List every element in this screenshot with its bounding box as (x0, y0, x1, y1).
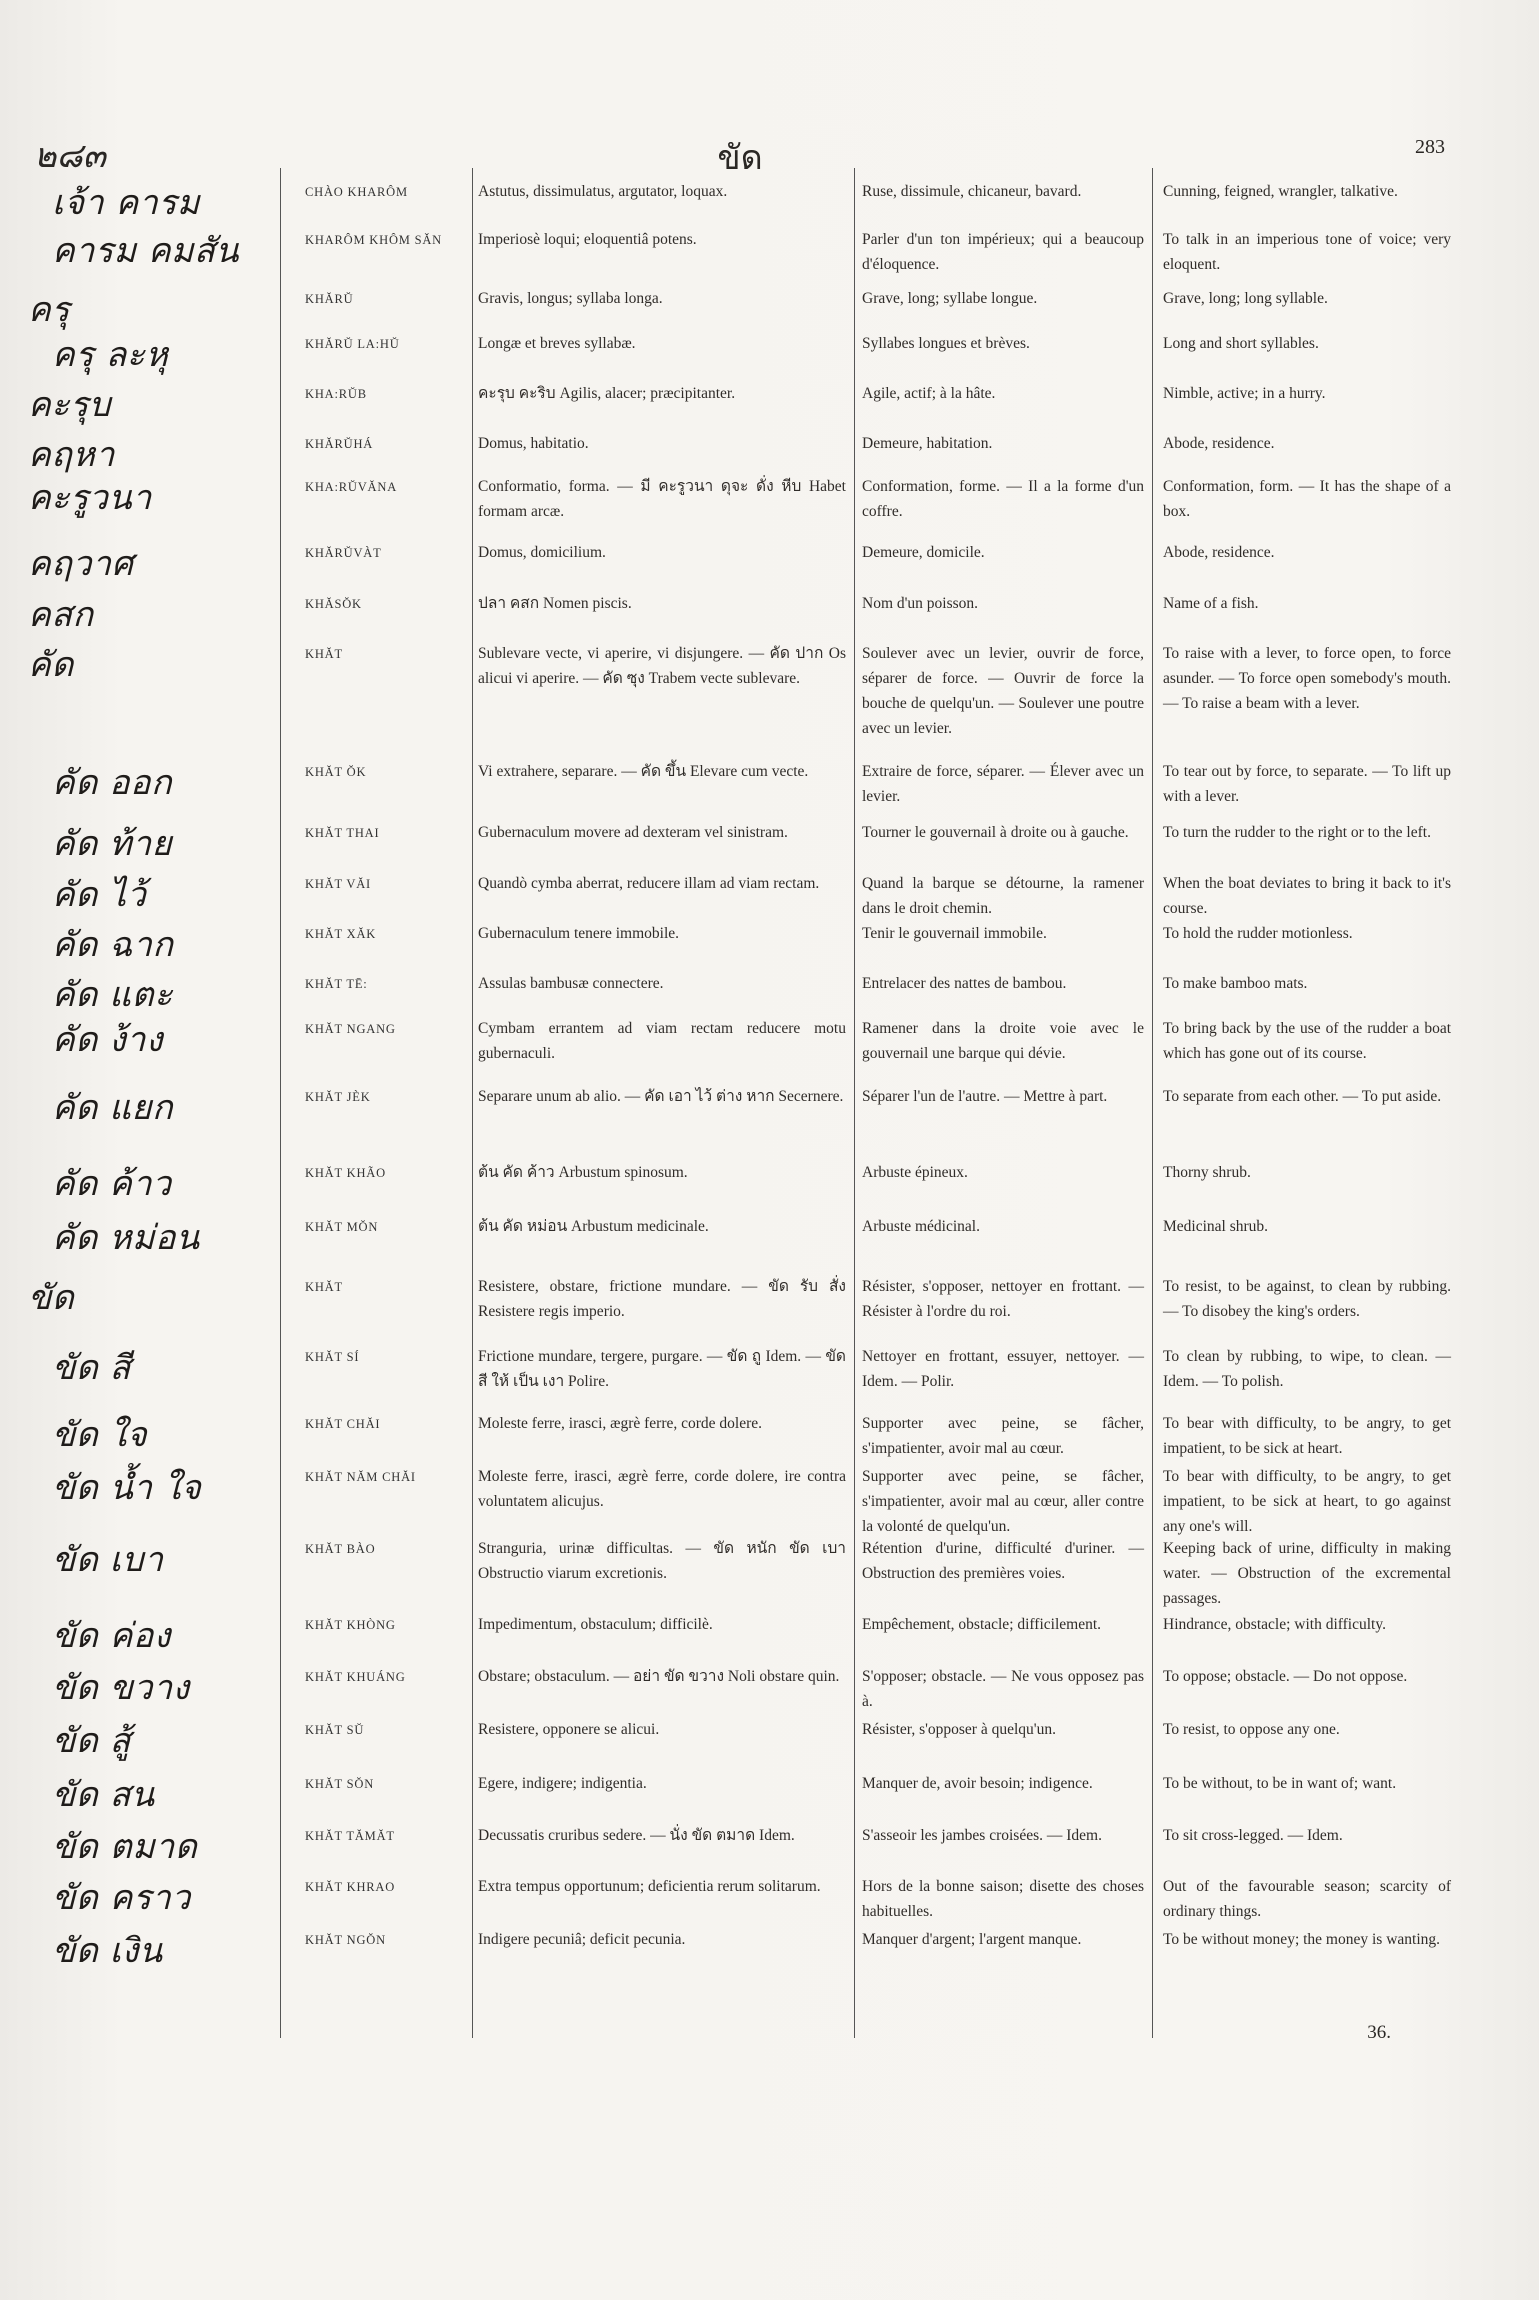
english-definition: To tear out by force, to separate. — To lift up with a lever. (1163, 763, 1451, 805)
latin-definition: ต้น คัด ค้าว Arbustum spinosum. (478, 1164, 688, 1181)
romanization: KHA:RŬB (305, 387, 367, 401)
romanization: KHARÔM KHÔM SǍN (305, 233, 443, 247)
latin-definition: คะรุบ คะริบ Agilis, alacer; præcipitanter. (478, 385, 736, 402)
english-definition: To be without, to be in want of; want. (1163, 1775, 1397, 1792)
latin-definition: Assulas bambusæ connectere. (478, 975, 664, 992)
thai-headword: คัด ง้าง (52, 1020, 163, 1060)
romanization: KHĂT TĒ: (305, 977, 368, 991)
romanization: KHĂT NĂM CHĂI (305, 1470, 416, 1484)
french-definition: Quand la barque se détourne, la ramener dans le droit chemin. (862, 875, 1144, 917)
french-definition: S'asseoir les jambes croisées. — Idem. (862, 1827, 1102, 1844)
english-definition: Nimble, active; in a hurry. (1163, 385, 1326, 402)
latin-definition: Moleste ferre, irasci, ægrè ferre, corde dolere, ire contra voluntatem alicujus. (478, 1468, 846, 1510)
thai-headword: ขัด คราว (52, 1878, 191, 1918)
french-definition: Résister, s'opposer à quelqu'un. (862, 1721, 1056, 1738)
romanization: CHÀO KHARÔM (305, 185, 408, 199)
english-definition: To bring back by the use of the rudder a boat which has gone out of its course. (1163, 1020, 1451, 1062)
thai-headword: ขัด น้ำ ใจ (52, 1468, 202, 1508)
column-rule (472, 168, 473, 2038)
thai-headword: คัด ออก (52, 763, 173, 803)
thai-headword: คฤหา (28, 435, 115, 475)
english-definition: Abode, residence. (1163, 544, 1275, 561)
latin-definition: Quandò cymba aberrat, reducere illam ad viam rectam. (478, 875, 820, 892)
thai-headword: คัด แตะ (52, 975, 173, 1015)
thai-headword: ขัด สู้ (52, 1721, 131, 1761)
thai-headword: คฤวาศ (28, 544, 134, 584)
column-rule (854, 168, 855, 2038)
latin-definition: Separare unum ab alio. — คัด เอา ไว้ ต่าง หาก Secernere. (478, 1088, 844, 1105)
english-definition: Thorny shrub. (1163, 1164, 1251, 1181)
romanization: KHĂT BÀO (305, 1542, 376, 1556)
french-definition: Entrelacer des nattes de bambou. (862, 975, 1067, 992)
thai-headword: คะรุบ (28, 385, 111, 425)
french-definition: Ramener dans la droite voie avec le gouvernail une barque qui dévie. (862, 1020, 1144, 1062)
french-definition: Arbuste médicinal. (862, 1218, 980, 1235)
thai-headword: คัด (28, 645, 74, 685)
romanization: KHĂSŎK (305, 597, 362, 611)
thai-headword: เจ้า คารม (52, 183, 200, 223)
latin-definition: ต้น คัด หม่อน Arbustum medicinale. (478, 1218, 709, 1235)
latin-definition: Impedimentum, obstaculum; difficilè. (478, 1616, 713, 1633)
column-rule (1152, 168, 1153, 2038)
english-definition: Keeping back of urine, difficulty in making water. — Obstruction of the excremental passages. (1163, 1540, 1451, 1607)
latin-definition: Astutus, dissimulatus, argutator, loquax. (478, 183, 728, 200)
latin-definition: Vi extrahere, separare. — คัด ขึ้น Elevare cum vecte. (478, 763, 809, 780)
romanization: KHĂT SŎN (305, 1777, 375, 1791)
latin-definition: Frictione mundare, tergere, purgare. — ขัด ถู Idem. — ขัด สี ให้ เป็น เงา Polire. (478, 1348, 846, 1390)
french-definition: Empêchement, obstacle; difficilement. (862, 1616, 1102, 1633)
romanization: KHĂT TĂMĂT (305, 1829, 395, 1843)
thai-headword: ขัด สี (52, 1348, 131, 1388)
latin-definition: Resistere, opponere se alicui. (478, 1721, 660, 1738)
romanization: KHĂT KHÃO (305, 1166, 386, 1180)
latin-definition: ปลา คสก Nomen piscis. (478, 595, 632, 612)
english-definition: To talk in an imperious tone of voice; very eloquent. (1163, 231, 1451, 273)
thai-headword: ขัด ตมาด (52, 1827, 198, 1867)
romanization: KHĂT ŎK (305, 765, 367, 779)
french-definition: Tenir le gouvernail immobile. (862, 925, 1047, 942)
latin-definition: Sublevare vecte, vi aperire, vi disjungere. — คัด ปาก Os alicui vi aperire. — คัด ซุง Trabem vecte sublevare. (478, 645, 846, 687)
thai-headword: ครุ ละหุ (52, 335, 169, 375)
french-definition: Supporter avec peine, se fâcher, s'impatienter, avoir mal au cœur. (862, 1415, 1144, 1457)
romanization: KHA:RŬVĂNA (305, 480, 398, 494)
english-definition: Name of a fish. (1163, 595, 1259, 612)
latin-definition: Conformatio, forma. — มี คะรูวนา ดุจะ ดั่ง หีบ Habet formam arcæ. (478, 478, 846, 520)
latin-definition: Moleste ferre, irasci, ægrè ferre, corde dolere. (478, 1415, 763, 1432)
english-definition: To sit cross-legged. — Idem. (1163, 1827, 1343, 1844)
romanization: KHĂT VĂI (305, 877, 372, 891)
romanization: KHĂT MŎN (305, 1220, 379, 1234)
thai-headword: ขัด ค่อง (52, 1616, 171, 1656)
french-definition: Manquer de, avoir besoin; indigence. (862, 1775, 1093, 1792)
english-definition: To clean by rubbing, to wipe, to clean. — Idem. — To polish. (1163, 1348, 1451, 1390)
french-definition: Demeure, domicile. (862, 544, 985, 561)
romanization: KHĂT CHĂI (305, 1417, 381, 1431)
thai-headword: คัด หม่อน (52, 1218, 200, 1258)
english-definition: Out of the favourable season; scarcity of ordinary things. (1163, 1878, 1451, 1920)
latin-definition: Gravis, longus; syllaba longa. (478, 290, 663, 307)
french-definition: Séparer l'un de l'autre. — Mettre à part. (862, 1088, 1108, 1105)
french-definition: Manquer d'argent; l'argent manque. (862, 1931, 1082, 1948)
latin-definition: Extra tempus opportunum; deficientia rerum solitarum. (478, 1878, 821, 1895)
french-definition: Supporter avec peine, se fâcher, s'impatienter, avoir mal au cœur, aller contre la volonté de quelqu'un. (862, 1468, 1144, 1535)
english-definition: Grave, long; long syllable. (1163, 290, 1328, 307)
latin-definition: Obstare; obstaculum. — อย่า ขัด ขวาง Noli obstare quin. (478, 1668, 840, 1685)
english-definition: Abode, residence. (1163, 435, 1275, 452)
romanization: KHĂT KHUÁNG (305, 1670, 406, 1684)
french-definition: Arbuste épineux. (862, 1164, 968, 1181)
thai-headword: ขัด เงิน (52, 1931, 163, 1971)
english-definition: To turn the rudder to the right or to the left. (1163, 824, 1431, 841)
thai-headword: ขัด เบา (52, 1540, 164, 1580)
thai-headword: คัด ไว้ (52, 875, 147, 915)
romanization: KHĂT NGŎN (305, 1933, 386, 1947)
romanization: KHĂT JÈK (305, 1090, 371, 1104)
english-definition: To be without money; the money is wanting. (1163, 1931, 1441, 1948)
french-definition: Nettoyer en frottant, essuyer, nettoyer. — Idem. — Polir. (862, 1348, 1144, 1390)
thai-headword: คารม คมสัน (52, 231, 239, 271)
english-definition: When the boat deviates to bring it back to it's course. (1163, 875, 1451, 917)
english-definition: To raise with a lever, to force open, to force asunder. — To force open somebody's mouth. — To raise a beam with a lever. (1163, 645, 1451, 712)
french-definition: Agile, actif; à la hâte. (862, 385, 996, 402)
english-definition: To bear with difficulty, to be angry, to get impatient, to be sick at heart, to go against any one's will. (1163, 1468, 1451, 1535)
french-definition: Parler d'un ton impérieux; qui a beaucoup d'éloquence. (862, 231, 1144, 273)
french-definition: Ruse, dissimule, chicaneur, bavard. (862, 183, 1082, 200)
english-definition: Conformation, form. — It has the shape of a box. (1163, 478, 1451, 520)
latin-definition: Indigere pecuniâ; deficit pecunia. (478, 1931, 686, 1948)
english-definition: Long and short syllables. (1163, 335, 1319, 352)
column-rule (280, 168, 281, 2038)
romanization: KHĂT SÍ (305, 1350, 360, 1364)
thai-headword: ครุ (28, 290, 71, 330)
english-definition: To oppose; obstacle. — Do not oppose. (1163, 1668, 1408, 1685)
romanization: KHĂT NGANG (305, 1022, 396, 1036)
thai-headword: คะรูวนา (28, 478, 152, 518)
romanization: KHĂT (305, 1280, 343, 1294)
french-definition: Nom d'un poisson. (862, 595, 979, 612)
romanization: KHĂT THAI (305, 826, 380, 840)
french-definition: Soulever avec un levier, ouvrir de force, séparer de force. — Ouvrir de force la bouche de quelqu'un. — Soulever une poutre avec un levier. (862, 645, 1144, 737)
french-definition: Conformation, forme. — Il a la forme d'un coffre. (862, 478, 1144, 520)
romanization: KHĂT KHRAO (305, 1880, 396, 1894)
french-definition: Syllabes longues et brèves. (862, 335, 1030, 352)
thai-headword: ขัด สน (52, 1775, 155, 1815)
romanization: KHĂRŬHÁ (305, 437, 374, 451)
thai-headword: คัด ฉาก (52, 925, 174, 965)
signature-number: 36. (1367, 2022, 1391, 2043)
french-definition: Tourner le gouvernail à droite ou à gauche. (862, 824, 1129, 841)
thai-headword: ขัด (28, 1278, 75, 1318)
page-header (0, 128, 1539, 178)
latin-definition: Gubernaculum movere ad dexteram vel sinistram. (478, 824, 788, 841)
romanization: KHĂT XĂK (305, 927, 377, 941)
page-number: 283 (1415, 136, 1445, 158)
french-definition: Grave, long; syllabe longue. (862, 290, 1038, 307)
latin-definition: Domus, habitatio. (478, 435, 589, 452)
english-definition: Cunning, feigned, wrangler, talkative. (1163, 183, 1398, 200)
french-definition: Résister, s'opposer, nettoyer en frottant. — Résister à l'ordre du roi. (862, 1278, 1144, 1320)
english-definition: To resist, to oppose any one. (1163, 1721, 1340, 1738)
english-definition: To bear with difficulty, to be angry, to get impatient, to be sick at heart. (1163, 1415, 1451, 1457)
latin-definition: Cymbam errantem ad viam rectam reducere motu gubernaculi. (478, 1020, 846, 1062)
romanization: KHĂT SŬ (305, 1723, 365, 1737)
romanization: KHĂT KHÒNG (305, 1618, 396, 1632)
romanization: KHĂT (305, 647, 343, 661)
latin-definition: Resistere, obstare, frictione mundare. — ขัด รับ สั่ง Resistere regis imperio. (478, 1278, 846, 1320)
romanization: KHĂRŬ LA:HŬ (305, 337, 400, 351)
latin-definition: Decussatis cruribus sedere. — นั่ง ขัด ตมาด Idem. (478, 1827, 795, 1844)
english-definition: To separate from each other. — To put aside. (1163, 1088, 1442, 1105)
thai-headword: ขัด ขวาง (52, 1668, 190, 1708)
thai-headword: คสก (28, 595, 94, 635)
english-definition: Medicinal shrub. (1163, 1218, 1269, 1235)
french-definition: Rétention d'urine, difficulté d'uriner. — Obstruction des premières voies. (862, 1540, 1144, 1582)
latin-definition: Stranguria, urinæ difficultas. — ขัด หนัก ขัด เบา Obstructio viarum excretionis. (478, 1540, 846, 1582)
english-definition: To make bamboo mats. (1163, 975, 1308, 992)
thai-headword: คัด ค้าว (52, 1164, 172, 1204)
latin-definition: Imperiosè loqui; eloquentiâ potens. (478, 231, 697, 248)
english-definition: To hold the rudder motionless. (1163, 925, 1353, 942)
french-definition: S'opposer; obstacle. — Ne vous opposez pas à. (862, 1668, 1144, 1710)
romanization: KHĂRŬVÀT (305, 546, 382, 560)
french-definition: Demeure, habitation. (862, 435, 993, 452)
latin-definition: Longæ et breves syllabæ. (478, 335, 636, 352)
english-definition: To resist, to be against, to clean by rubbing. — To disobey the king's orders. (1163, 1278, 1451, 1320)
latin-definition: Egere, indigere; indigentia. (478, 1775, 647, 1792)
latin-definition: Gubernaculum tenere immobile. (478, 925, 680, 942)
thai-headword: คัด ท้าย (52, 824, 173, 864)
thai-headword: คัด แยก (52, 1088, 174, 1128)
running-head-word: ขัด (717, 138, 763, 178)
thai-headword: ขัด ใจ (52, 1415, 148, 1455)
french-definition: Hors de la bonne saison; disette des choses habituelles. (862, 1878, 1144, 1920)
latin-definition: Domus, domicilium. (478, 544, 606, 561)
thai-page-number: ๒๘๓ (34, 136, 106, 176)
french-definition: Extraire de force, séparer. — Élever avec un levier. (862, 763, 1144, 805)
english-definition: Hindrance, obstacle; with difficulty. (1163, 1616, 1386, 1633)
romanization: KHĂRŬ (305, 292, 354, 306)
